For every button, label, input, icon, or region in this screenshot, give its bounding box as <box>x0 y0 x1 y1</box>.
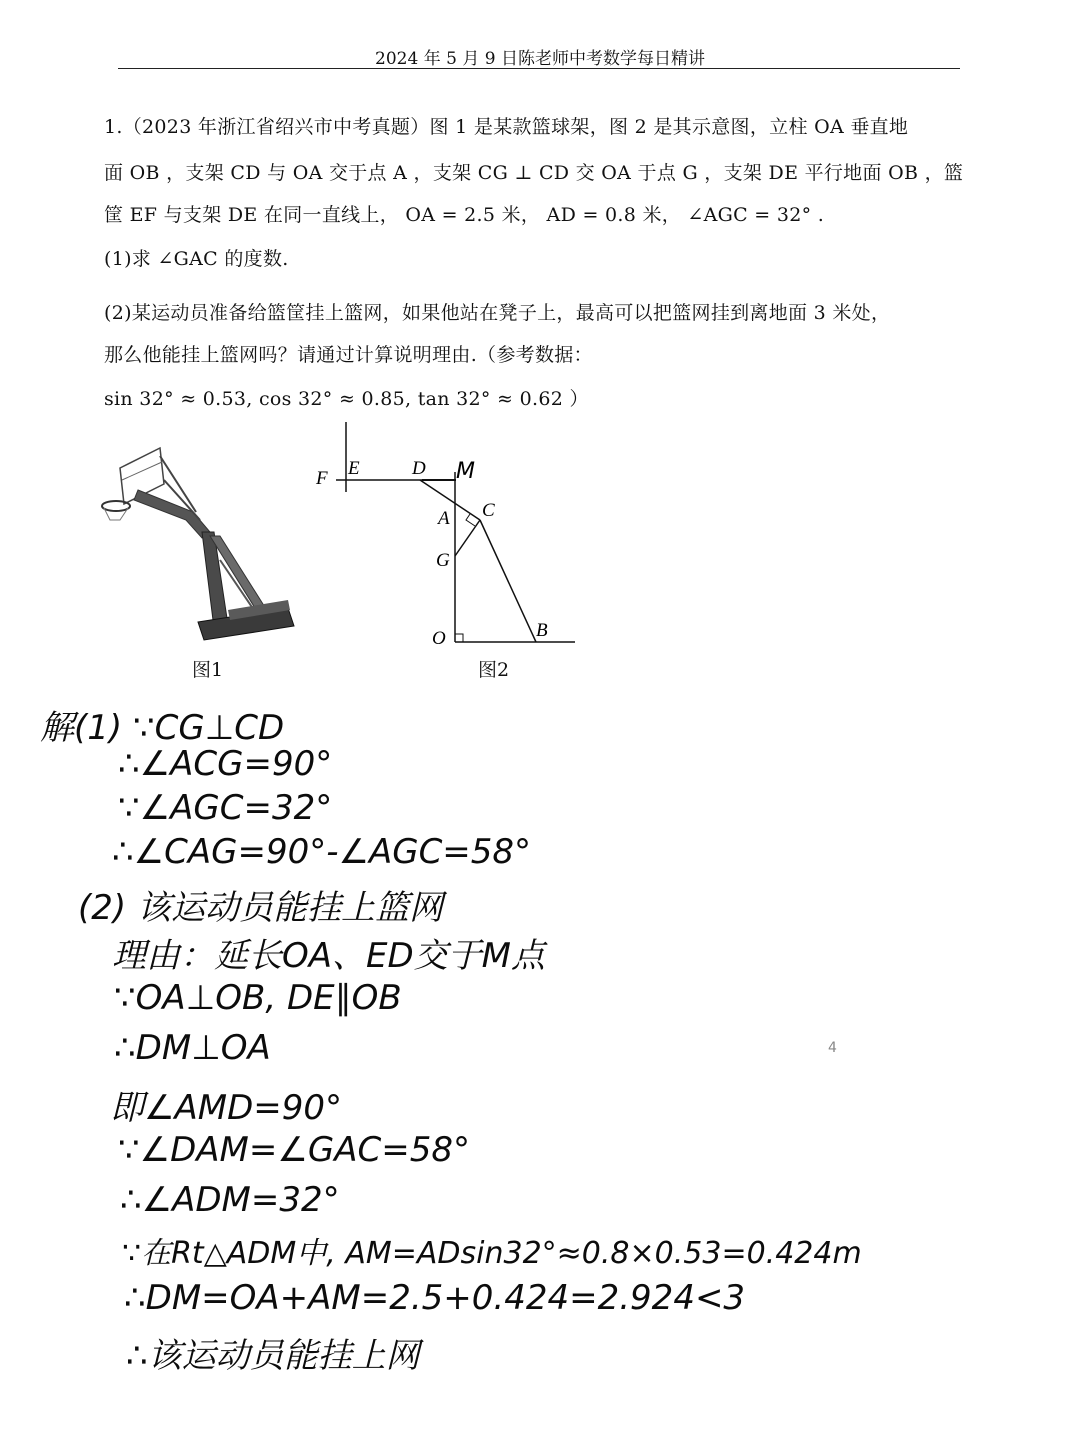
header-rule <box>118 68 960 69</box>
solution-line-10: ∵∠DAM=∠GAC=58° <box>118 1130 470 1170</box>
reference-data: sin 32° ≈ 0.53, cos 32° ≈ 0.85, tan 32° ≈ 0.62 ） <box>104 388 589 410</box>
question-line-3: 筐 EF 与支架 DE 在同一直线上， OA = 2.5 米， AD = 0.8 米， ∠AGC = 32° . <box>104 204 825 226</box>
basketball-stand-illustration <box>98 440 298 645</box>
solution-line-11: ∴∠ADM=32° <box>120 1180 340 1220</box>
solution-line-2: ∴∠ACG=90° <box>118 744 333 784</box>
figure-2-caption: 图2 <box>478 659 510 681</box>
solution-line-3: ∵∠AGC=32° <box>118 788 333 828</box>
question-part-2-line-1: (2)某运动员准备给篮筐挂上篮网，如果他站在凳子上，最高可以把篮网挂到离地面 3 米处， <box>104 302 891 324</box>
solution-line-4: ∴∠CAG=90°-∠AGC=58° <box>112 832 532 872</box>
solution-line-12: ∵在Rt△ADM中, AM=ADsin32°≈0.8×0.53=0.424m <box>122 1236 862 1271</box>
solution-line-14: ∴该运动员能挂上网 <box>126 1336 420 1376</box>
question-part-2-line-2: 那么他能挂上篮网吗？请通过计算说明理由.（参考数据： <box>104 344 593 366</box>
label-M: M <box>456 459 475 484</box>
label-D: D <box>412 458 426 479</box>
stray-pencil-mark: 4 <box>828 1040 837 1056</box>
label-C: C <box>482 500 495 521</box>
solution-line-13: ∴DM=OA+AM=2.5+0.424=2.924<3 <box>124 1278 746 1318</box>
question-line-1: 1.（2023 年浙江省绍兴市中考真题）图 1 是某款篮球架，图 2 是其示意图，立柱 OA 垂直地 <box>104 116 909 138</box>
label-G: G <box>436 550 450 571</box>
question-part-1: (1)求 ∠GAC 的度数. <box>104 248 289 270</box>
solution-line-1: 解(1) ∵CG⊥CD <box>40 708 285 748</box>
schematic-diagram <box>300 420 590 650</box>
solution-line-9: 即∠AMD=90° <box>110 1088 343 1128</box>
label-E: E <box>348 458 360 479</box>
label-F: F <box>316 468 328 489</box>
solution-line-8: ∴DM⊥OA <box>114 1028 271 1068</box>
page-header: 2024 年 5 月 9 日陈老师中考数学每日精讲 <box>375 49 705 69</box>
solution-line-5: (2) 该运动员能挂上篮网 <box>78 888 443 928</box>
solution-line-7: ∵OA⊥OB, DE∥OB <box>114 978 402 1018</box>
figure-1-caption: 图1 <box>192 659 224 681</box>
label-O: O <box>432 628 446 649</box>
solution-line-6: 理由：延长OA、ED交于M点 <box>112 936 546 976</box>
label-A: A <box>438 508 450 529</box>
question-line-2: 面 OB ，支架 CD 与 OA 交于点 A ，支架 CG ⊥ CD 交 OA 于点 G ，支架 DE 平行地面 OB ，篮 <box>104 162 964 184</box>
label-B: B <box>536 620 548 641</box>
